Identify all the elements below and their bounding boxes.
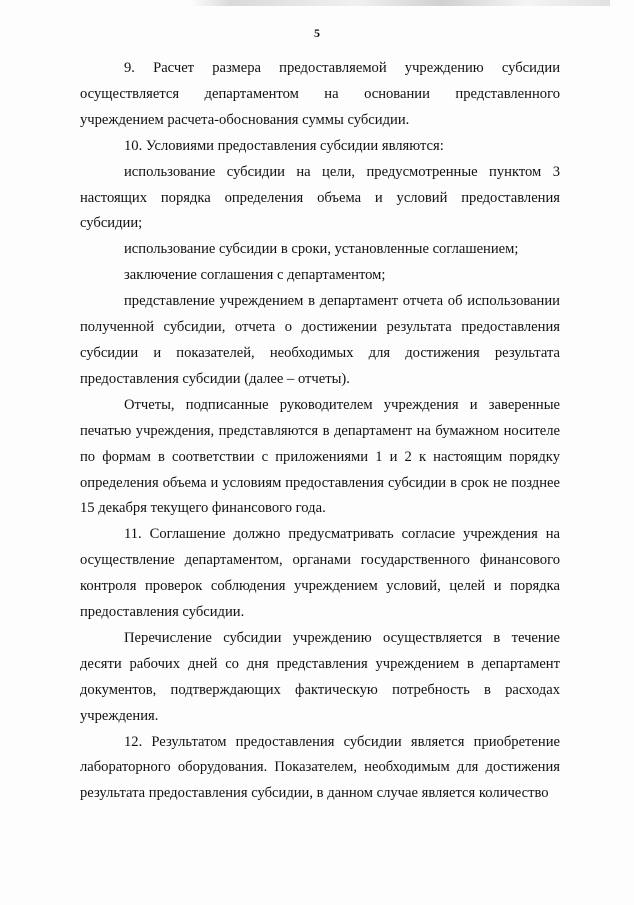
paragraph-reports: Отчеты, подписанные руководителем учреждения и заверенные печатью учреждения, представляются в департамент на бумажном носителе по формам в соответствии с приложениями 1 и 2 к настоящим порядку определения объема и условиям предоставления субсидии в срок не позднее 15 декабря текущего финансового года. [80, 396, 560, 517]
paragraph-9: 9. Расчет размера предоставляемой учреждению субсидии осуществляется департаментом на основании представленного учреждением расчета-обоснования суммы субсидии. [80, 60, 560, 128]
scan-artifact [190, 0, 610, 6]
paragraph-10-item-4: представление учреждением в департамент отчета об использовании полученной субсидии, отчета о достижении результата предоставления субсидии и показателей, необходимых для достижения результата предоставления субсидии (далее – отчеты). [80, 293, 560, 387]
paragraph-12: 12. Результатом предоставления субсидии является приобретение лабораторного оборудования. Показателем, необходимым для достижения результата предоставления субсидии, в данном случае является количество [80, 733, 560, 802]
paragraph-10-intro: 10. Условиями предоставления субсидии являются: [124, 137, 444, 154]
paragraph-10-item-2: использование субсидии в сроки, установленные соглашением; [124, 241, 519, 258]
paragraph-10-item-1: использование субсидии на цели, предусмотренные пунктом 3 настоящих порядка определения объема и условий предоставления субсидии; [80, 163, 560, 232]
paragraph-10-item-3: заключение соглашения с департаментом; [124, 267, 386, 284]
paragraph-11: 11. Соглашение должно предусматривать согласие учреждения на осуществление департаментом, органами государственного финансового контроля проверок соблюдения учреждением условий, целей и порядка предоставления субсидии. [80, 526, 560, 621]
paragraph-11-transfer: Перечисление субсидии учреждению осуществляется в течение десяти рабочих дней со дня представления учреждением в департамент документов, подтверждающих фактическую потребность в расходах учреждения. [80, 629, 560, 724]
document-body [80, 56, 560, 807]
page-number: 5 [314, 26, 320, 40]
